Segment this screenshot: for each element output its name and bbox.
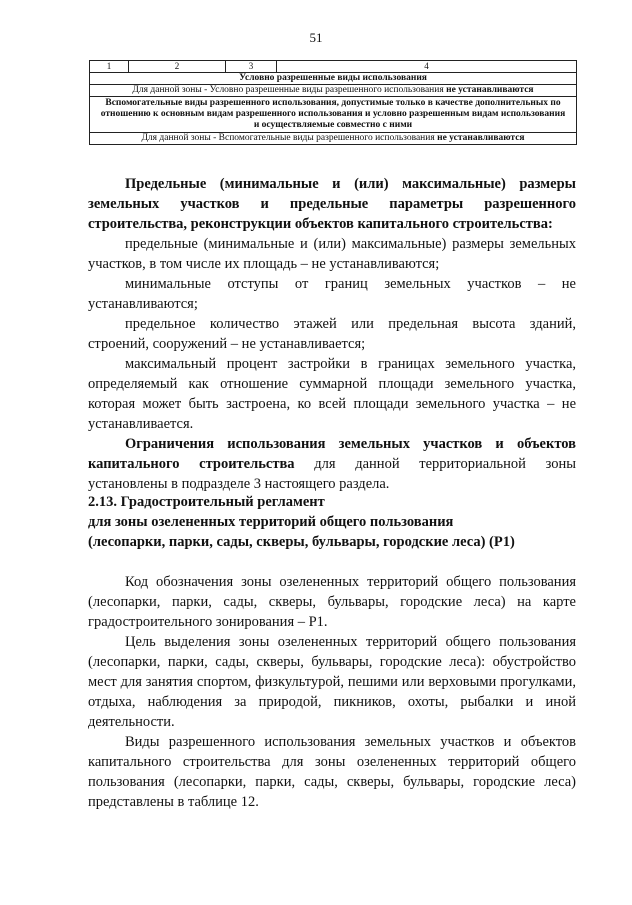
conditional-uses-heading: Условно разрешенные виды использования [90, 73, 577, 85]
column-number-4: 4 [277, 61, 577, 73]
restrictions-bold-text: Ограничения использования земельных участков и объектов капитального строительства [88, 436, 576, 472]
limits-block [88, 174, 576, 494]
section-title-line-1: 2.13. Градостроительный регламент [88, 494, 325, 510]
section-title-line-2: для зоны озелененных территорий общего пользования [88, 514, 454, 530]
limits-heading: Предельные (минимальные и (или) максимальные) размеры земельных участков и предельные параметры разрешенного строительства, реконструкции объектов капитального строительства: [88, 176, 576, 232]
zone-code-paragraph: Код обозначения зоны озелененных территорий общего пользования (лесопарки, парки, сады, скверы, бульвары, городские леса) на карте градостроительного зонирования – Р1. [88, 574, 576, 630]
auxiliary-uses-text: Для данной зоны - Вспомогательные виды разрешенного использования [141, 133, 435, 143]
auxiliary-uses-cell [90, 133, 577, 145]
auxiliary-uses-status: не устанавливаются [437, 133, 525, 143]
table-header-row [90, 61, 577, 73]
conditional-uses-status: не устанавливаются [446, 85, 534, 95]
limit-item: максимальный процент застройки в границах земельного участка, определяемый как отношение суммарной площади земельного участка, которая может быть застроена, ко всей площади земельного участка – не устанавливается. [88, 356, 576, 432]
column-number-1: 1 [90, 61, 129, 73]
table-row [90, 133, 577, 145]
section-title-line-3: (лесопарки, парки, сады, скверы, бульвары, городские леса) (Р1) [88, 534, 515, 550]
section-body [88, 572, 576, 812]
permitted-uses-paragraph: Виды разрешенного использования земельных участков и объектов капитального строительства для зоны озелененных территорий общего пользования (лесопарки, парки, сады, скверы, бульвары, городские леса) представлены в таблице 12. [88, 734, 576, 810]
zone-purpose-paragraph: Цель выделения зоны озелененных территорий общего пользования (лесопарки, парки, сады, скверы, бульвары, городские леса): обустройство мест для занятия спортом, физкультурой, пешими или верховыми прогулками, отдыха, наблюдения за природой, пикников, охоты, рыбалки и иной деятельности. [88, 634, 576, 730]
table-row [90, 97, 577, 133]
limit-item: предельное количество этажей или предельная высота зданий, строений, сооружений – не устанавливается; [88, 316, 576, 352]
conditional-uses-cell [90, 85, 577, 97]
limit-item: предельные (минимальные и (или) максимальные) размеры земельных участков, в том числе их площадь – не устанавливаются; [88, 236, 576, 272]
limit-item: минимальные отступы от границ земельных участков – не устанавливаются; [88, 276, 576, 312]
column-number-3: 3 [226, 61, 277, 73]
restrictions-paragraph [88, 434, 576, 494]
column-number-2: 2 [129, 61, 226, 73]
auxiliary-uses-heading: Вспомогательные виды разрешенного использования, допустимые только в качестве дополнительных по отношению к основным видам разрешенного использования и условно разрешенным видам использования и осуществляемые совместно с ними [90, 97, 577, 133]
table-row [90, 73, 577, 85]
restrictions-text: для данной территориальной зоны установлены в подразделе 3 настоящего раздела. [88, 456, 576, 492]
section-title [88, 492, 576, 552]
conditional-uses-text: Для данной зоны - Условно разрешенные виды разрешенного использования [132, 85, 444, 95]
page-number: 51 [309, 30, 323, 45]
permitted-uses-table [89, 60, 577, 145]
table-row [90, 85, 577, 97]
